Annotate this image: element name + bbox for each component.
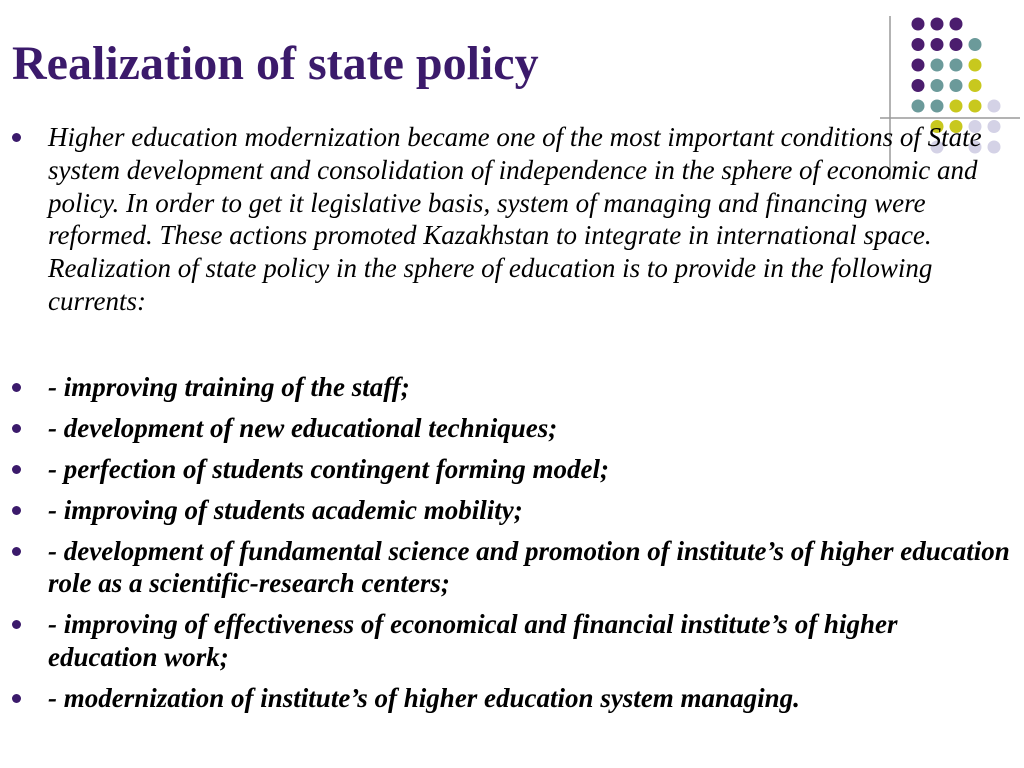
decorative-dot (912, 38, 925, 51)
bullet-icon (12, 133, 21, 142)
decorative-dot (969, 79, 982, 92)
bullet-icon (12, 506, 21, 515)
decorative-dot (931, 79, 944, 92)
decorative-dot (950, 18, 963, 31)
bullet-icon (12, 465, 21, 474)
list-item (10, 412, 1010, 445)
decorative-dot (931, 100, 944, 113)
decorative-dot (950, 100, 963, 113)
decorative-dot (950, 79, 963, 92)
slide-title: Realization of state policy (12, 37, 539, 90)
intro-paragraph: Higher education modernization became one of the most important conditions of State system development and consolidation of independence in the sphere of economic and policy. In order to get it legislative basis, system of managing and financing were reformed. These actions promoted Kazakhstan to integrate in international space. Realization of state policy in the sphere of education is to provide in the following currents: (48, 122, 982, 316)
list-item (10, 453, 1010, 486)
list-item-text: - development of fundamental science and promotion of institute’s of higher education role as a scientific-research centers; (48, 535, 1010, 599)
list-item-text: - improving of effectiveness of economical and financial institute’s of higher education work; (48, 609, 898, 672)
list-item-text: - improving training of the staff; (48, 371, 410, 402)
bullet-icon (12, 694, 21, 703)
list-item (10, 535, 1010, 600)
decorative-dot (969, 100, 982, 113)
decorative-dot (969, 38, 982, 51)
slide-body (10, 121, 1010, 723)
decorative-dot (912, 59, 925, 72)
list-item (10, 682, 1010, 715)
intro-paragraph-item (10, 121, 1010, 318)
decorative-dot (912, 18, 925, 31)
list-item (10, 371, 1010, 404)
list-item-text: - development of new educational techniques; (48, 412, 558, 443)
decorative-dot (988, 100, 1001, 113)
decorative-dot (969, 59, 982, 72)
decorative-dot (912, 79, 925, 92)
decorative-dot (931, 18, 944, 31)
decorative-dot (931, 38, 944, 51)
decorative-dot (912, 100, 925, 113)
list-item (10, 608, 1010, 673)
list-item (10, 494, 1010, 527)
bullet-icon (12, 383, 21, 392)
list-item-text: - modernization of institute’s of higher education system managing. (48, 682, 800, 713)
list-item-text: - improving of students academic mobility; (48, 494, 523, 525)
bullet-icon (12, 620, 21, 629)
list-item-text: - perfection of students contingent forming model; (48, 453, 610, 484)
decorative-dot (950, 59, 963, 72)
decorative-dot (950, 38, 963, 51)
bullet-icon (12, 424, 21, 433)
bullet-icon (12, 547, 21, 556)
decorative-dot (931, 59, 944, 72)
